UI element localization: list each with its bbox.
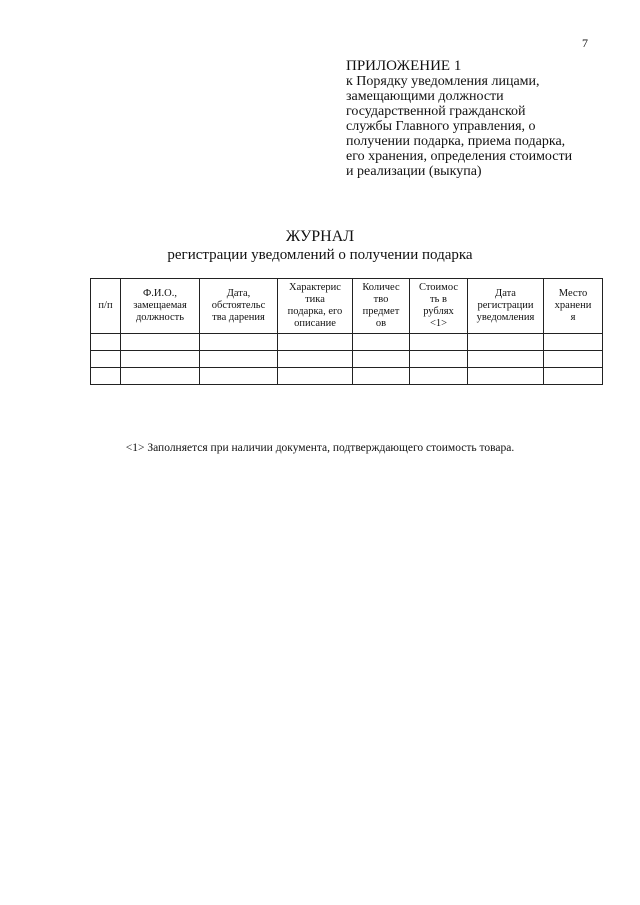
header-storage-place: Место хранени я	[544, 279, 603, 334]
table-cell	[410, 368, 468, 385]
appendix-line: государственной гражданской	[346, 104, 526, 119]
appendix-line: замещающими должности	[346, 89, 504, 104]
table-row	[91, 368, 603, 385]
table-cell	[353, 351, 410, 368]
table-cell	[353, 334, 410, 351]
register-table	[90, 278, 603, 385]
header-full-name: Ф.И.О., замещаемая должность	[121, 279, 200, 334]
header-number: п/п	[91, 279, 121, 334]
table-row	[91, 334, 603, 351]
appendix-line: к Порядку уведомления лицами,	[346, 74, 540, 89]
table-cell	[544, 334, 603, 351]
table-cell	[121, 351, 200, 368]
table-cell	[200, 334, 278, 351]
header-date-circumstances: Дата, обстоятельс тва дарения	[200, 279, 278, 334]
appendix-line: его хранения, определения стоимости	[346, 149, 573, 164]
table-cell	[278, 334, 353, 351]
table-cell	[468, 368, 544, 385]
footnote: <1> Заполняется при наличии документа, подтверждающего стоимость товара.	[125, 442, 515, 454]
page-number: 7	[582, 36, 588, 50]
table-cell	[200, 351, 278, 368]
header-cost: Стоимос ть в рублях <1>	[410, 279, 468, 334]
table-cell	[91, 351, 121, 368]
header-registration-date: Дата регистрации уведомления	[468, 279, 544, 334]
appendix-line: получении подарка, приема подарка,	[346, 134, 566, 149]
table-cell	[410, 334, 468, 351]
table-cell	[410, 351, 468, 368]
appendix-title: ПРИЛОЖЕНИЕ 1	[346, 58, 462, 74]
table-cell	[278, 351, 353, 368]
header-quantity: Количес тво предмет ов	[353, 279, 410, 334]
appendix-line: службы Главного управления, о	[346, 119, 536, 134]
table-cell	[200, 368, 278, 385]
journal-title: ЖУРНАЛ	[285, 228, 355, 245]
table-row	[91, 351, 603, 368]
table-cell	[468, 334, 544, 351]
table-cell	[353, 368, 410, 385]
appendix-block	[346, 58, 606, 179]
table-cell	[544, 351, 603, 368]
table-cell	[544, 368, 603, 385]
journal-subtitle: регистрации уведомлений о получении подарка	[167, 247, 473, 263]
table-cell	[91, 368, 121, 385]
appendix-line: и реализации (выкупа)	[346, 164, 482, 179]
table-cell	[278, 368, 353, 385]
table-cell	[121, 368, 200, 385]
table-cell	[121, 334, 200, 351]
header-gift-description: Характерис тика подарка, его описание	[278, 279, 353, 334]
table-cell	[468, 351, 544, 368]
table-header-row	[91, 279, 603, 334]
table-cell	[91, 334, 121, 351]
